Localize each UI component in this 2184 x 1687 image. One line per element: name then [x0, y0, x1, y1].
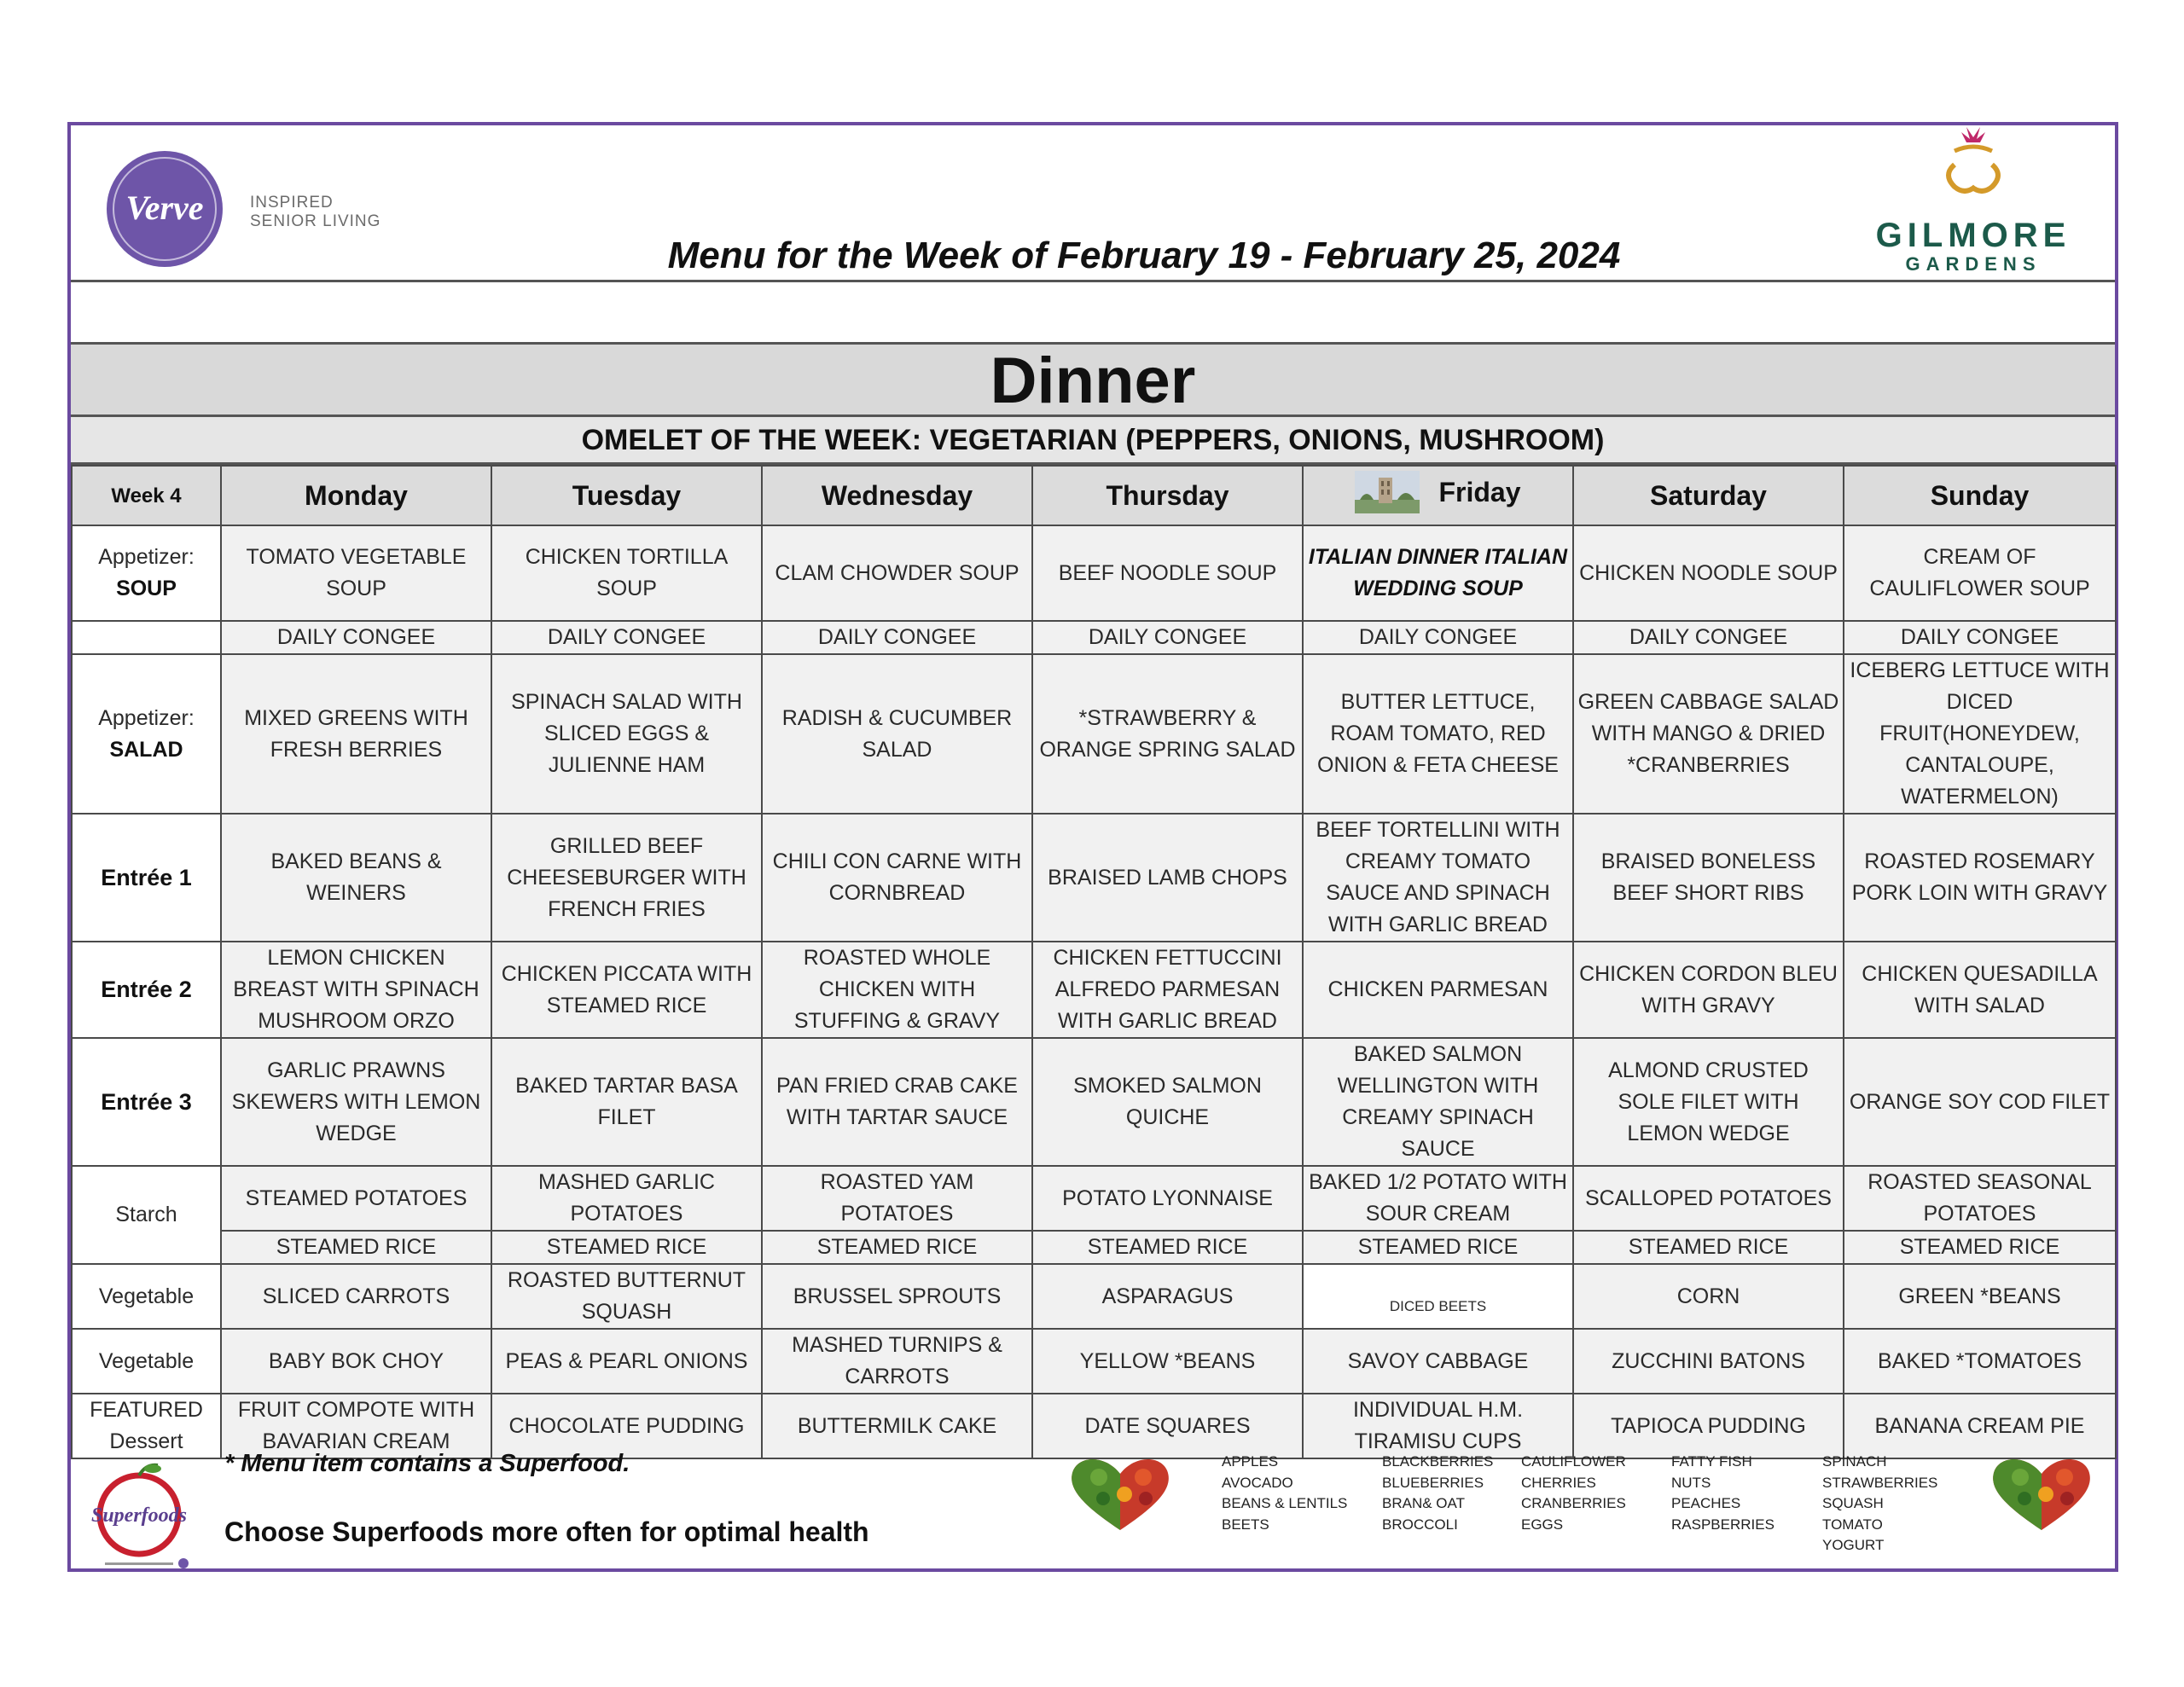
menu-cell: MIXED GREENS WITH FRESH BERRIES [221, 654, 491, 814]
menu-cell: DAILY CONGEE [1573, 621, 1844, 654]
produce-heart-icon [1986, 1452, 2097, 1533]
superfood-item: BRAN& OAT [1382, 1495, 1465, 1511]
produce-heart-icon [1065, 1452, 1176, 1533]
menu-cell: INDIVIDUAL H.M. TIRAMISU CUPS [1303, 1394, 1573, 1458]
vegetable2-row [72, 1329, 2116, 1394]
menu-cell [1303, 1264, 1573, 1329]
menu-cell: CORN [1573, 1264, 1844, 1329]
menu-cell: CHICKEN CORDON BLEU WITH GRAVY [1573, 942, 1844, 1038]
menu-cell: DAILY CONGEE [762, 621, 1032, 654]
menu-cell: BUTTERMILK CAKE [762, 1394, 1032, 1458]
verve-tagline-line1: INSPIRED [250, 194, 334, 212]
row-label-bottom: SALAD [109, 737, 183, 762]
row-label-entree3: Entrée 3 [72, 1038, 221, 1166]
menu-cell: CHICKEN FETTUCCINI ALFREDO PARMESAN WITH GARLIC BREAD [1032, 942, 1303, 1038]
dinner-title: Dinner [990, 345, 1196, 417]
verve-tagline [250, 194, 380, 231]
menu-cell: BEEF NOODLE SOUP [1032, 525, 1303, 621]
superfood-item: CHERRIES [1521, 1474, 1596, 1491]
menu-cell: BAKED *TOMATOES [1844, 1329, 2116, 1394]
day-header: Wednesday [762, 466, 1032, 525]
entree3-row [72, 1038, 2116, 1166]
menu-cell: DAILY CONGEE [1303, 621, 1573, 654]
menu-cell: BRAISED LAMB CHOPS [1032, 814, 1303, 942]
header [71, 125, 2115, 282]
superfood-item: PEACHES [1671, 1495, 1741, 1511]
menu-cell: CHICKEN PICCATA WITH STEAMED RICE [491, 942, 762, 1038]
menu-cell: *STRAWBERRY & ORANGE SPRING SALAD [1032, 654, 1303, 814]
row-label-top: Appetizer: [98, 705, 195, 730]
row-label-entree1: Entrée 1 [72, 814, 221, 942]
menu-cell: ASPARAGUS [1032, 1264, 1303, 1329]
entree1-row [72, 814, 2116, 942]
superfood-list [1222, 1452, 1347, 1535]
menu-cell: STEAMED RICE [221, 1231, 491, 1264]
superfood-item: SQUASH [1822, 1495, 1884, 1511]
row-label-salad [72, 654, 221, 814]
menu-cell: STEAMED RICE [762, 1231, 1032, 1264]
day-header: Monday [221, 466, 491, 525]
row-label-starch: Starch [72, 1166, 221, 1264]
superfood-item: TOMATO [1822, 1516, 1883, 1533]
menu-cell: TOMATO VEGETABLE SOUP [221, 525, 491, 621]
starch-row [72, 1166, 2116, 1231]
week-label: Week 4 [72, 466, 221, 525]
menu-cell: BAKED BEANS & WEINERS [221, 814, 491, 942]
superfood-item: EGGS [1521, 1516, 1564, 1533]
menu-cell: POTATO LYONNAISE [1032, 1166, 1303, 1231]
gilmore-name-main: GILMORE [1875, 217, 2071, 254]
superfood-item: AVOCADO [1222, 1474, 1293, 1491]
menu-cell: DAILY CONGEE [491, 621, 762, 654]
menu-cell: MASHED TURNIPS & CARROTS [762, 1329, 1032, 1394]
menu-cell: ORANGE SOY COD FILET [1844, 1038, 2116, 1166]
menu-cell: DAILY CONGEE [1844, 621, 2116, 654]
menu-cell: ROASTED SEASONAL POTATOES [1844, 1166, 2116, 1231]
menu-cell: PAN FRIED CRAB CAKE WITH TARTAR SAUCE [762, 1038, 1032, 1166]
superfood-item: BLUEBERRIES [1382, 1474, 1484, 1491]
menu-cell: MASHED GARLIC POTATOES [491, 1166, 762, 1231]
superfood-item: BEANS & LENTILS [1222, 1495, 1348, 1511]
row-label-soup [72, 525, 221, 621]
row-label-bottom: Dessert [109, 1429, 183, 1453]
row-label-top: FEATURED [90, 1398, 203, 1422]
superfoods-logo [79, 1458, 207, 1569]
superfood-tagline: Choose Superfoods more often for optimal health [224, 1516, 869, 1547]
menu-cell: DAILY CONGEE [221, 621, 491, 654]
menu-cell: BRUSSEL SPROUTS [762, 1264, 1032, 1329]
soup-row [72, 525, 2116, 621]
superfood-item: RASPBERRIES [1671, 1516, 1774, 1533]
menu-cell: BAKED SALMON WELLINGTON WITH CREAMY SPINACH SAUCE [1303, 1038, 1573, 1166]
superfood-item: YOGURT [1822, 1537, 1885, 1553]
menu-cell: CHICKEN PARMESAN [1303, 942, 1573, 1038]
footer [71, 1441, 2115, 1575]
menu-cell-small-text: DICED BEETS [1389, 1297, 1487, 1314]
row-label-entree2: Entrée 2 [72, 942, 221, 1038]
menu-cell: CHOCOLATE PUDDING [491, 1394, 762, 1458]
menu-cell: ROASTED ROSEMARY PORK LOIN WITH GRAVY [1844, 814, 2116, 942]
row-label-empty [72, 621, 221, 654]
menu-cell: BANANA CREAM PIE [1844, 1394, 2116, 1458]
superfood-item: BROCCOLI [1382, 1516, 1458, 1533]
menu-cell: FRUIT COMPOTE WITH BAVARIAN CREAM [221, 1394, 491, 1458]
superfood-note: * Menu item contains a Superfood. [224, 1450, 630, 1477]
menu-cell: SCALLOPED POTATOES [1573, 1166, 1844, 1231]
superfood-item: STRAWBERRIES [1822, 1474, 1938, 1491]
menu-cell: GARLIC PRAWNS SKEWERS WITH LEMON WEDGE [221, 1038, 491, 1166]
menu-cell: CHICKEN TORTILLA SOUP [491, 525, 762, 621]
menu-cell: SPINACH SALAD WITH SLICED EGGS & JULIENNE HAM [491, 654, 762, 814]
menu-cell: CLAM CHOWDER SOUP [762, 525, 1032, 621]
superfood-list [1822, 1452, 1937, 1557]
superfood-item: SPINACH [1822, 1453, 1887, 1470]
row-label-bottom: SOUP [116, 577, 177, 600]
menu-cell: BRAISED BONELESS BEEF SHORT RIBS [1573, 814, 1844, 942]
menu-cell: STEAMED RICE [1573, 1231, 1844, 1264]
menu-cell: BABY BOK CHOY [221, 1329, 491, 1394]
superfood-item: CAULIFLOWER [1521, 1453, 1626, 1470]
menu-frame [67, 122, 2118, 1572]
menu-cell: ZUCCHINI BATONS [1573, 1329, 1844, 1394]
superfood-item: FATTY FISH [1671, 1453, 1752, 1470]
vegetable1-row [72, 1264, 2116, 1329]
spacer-band [71, 282, 2115, 345]
entree2-row [72, 942, 2116, 1038]
menu-cell: YELLOW *BEANS [1032, 1329, 1303, 1394]
starch2-row [72, 1231, 2116, 1264]
gilmore-name [1862, 217, 2084, 275]
congee-row [72, 621, 2116, 654]
menu-cell: GREEN *BEANS [1844, 1264, 2116, 1329]
menu-cell: BEEF TORTELLINI WITH CREAMY TOMATO SAUCE AND SPINACH WITH GARLIC BREAD [1303, 814, 1573, 942]
menu-cell: RADISH & CUCUMBER SALAD [762, 654, 1032, 814]
day-header: Tuesday [491, 466, 762, 525]
salad-row [72, 654, 2116, 814]
menu-cell: ROASTED YAM POTATOES [762, 1166, 1032, 1231]
menu-cell: BUTTER LETTUCE, ROAM TOMATO, RED ONION & FETA CHEESE [1303, 654, 1573, 814]
superfood-item: BEETS [1222, 1516, 1269, 1533]
menu-cell: ROASTED WHOLE CHICKEN WITH STUFFING & GRAVY [762, 942, 1032, 1038]
menu-cell: SAVOY CABBAGE [1303, 1329, 1573, 1394]
svg-text:Superfoods: Superfoods [90, 1504, 188, 1527]
menu-cell: STEAMED POTATOES [221, 1166, 491, 1231]
menu-cell: TAPIOCA PUDDING [1573, 1394, 1844, 1458]
italy-landmark-icon [1355, 471, 1420, 513]
superfood-item: CRANBERRIES [1521, 1495, 1626, 1511]
day-header: Thursday [1032, 466, 1303, 525]
menu-cell: LEMON CHICKEN BREAST WITH SPINACH MUSHROOM ORZO [221, 942, 491, 1038]
menu-table [71, 465, 2117, 1459]
day-header-friday-label: Friday [1438, 476, 1521, 507]
day-header-friday [1303, 466, 1573, 525]
menu-cell: DAILY CONGEE [1032, 621, 1303, 654]
gilmore-name-sub: GARDENS [1905, 253, 2042, 275]
menu-cell: SMOKED SALMON QUICHE [1032, 1038, 1303, 1166]
menu-cell: SLICED CARROTS [221, 1264, 491, 1329]
menu-cell-featured: ITALIAN DINNER ITALIAN WEDDING SOUP [1303, 525, 1573, 621]
omelet-of-week: OMELET OF THE WEEK: VEGETARIAN (PEPPERS, ONIONS, MUSHROOM) [581, 424, 1605, 456]
menu-cell: ALMOND CRUSTED SOLE FILET WITH LEMON WEDGE [1573, 1038, 1844, 1166]
menu-cell: GRILLED BEEF CHEESEBURGER WITH FRENCH FRIES [491, 814, 762, 942]
menu-cell: PEAS & PEARL ONIONS [491, 1329, 762, 1394]
superfood-list [1521, 1452, 1626, 1535]
omelet-band [71, 417, 2115, 465]
menu-cell: STEAMED RICE [1032, 1231, 1303, 1264]
day-header: Saturday [1573, 466, 1844, 525]
menu-cell: BAKED 1/2 POTATO WITH SOUR CREAM [1303, 1166, 1573, 1231]
menu-cell: STEAMED RICE [1303, 1231, 1573, 1264]
svg-text:Verve: Verve [125, 188, 204, 227]
page-title [71, 235, 2115, 277]
menu-cell: STEAMED RICE [491, 1231, 762, 1264]
menu-cell: GREEN CABBAGE SALAD WITH MANGO & DRIED *CRANBERRIES [1573, 654, 1844, 814]
menu-cell: CHILI CON CARNE WITH CORNBREAD [762, 814, 1032, 942]
verve-tagline-line2: SENIOR LIVING [250, 212, 381, 230]
day-header-row [72, 466, 2116, 525]
dinner-band [71, 345, 2115, 417]
menu-cell: DATE SQUARES [1032, 1394, 1303, 1458]
day-header: Sunday [1844, 466, 2116, 525]
week-title-text: Menu for the Week of February 19 - February 25, 2024 [667, 235, 1621, 276]
menu-cell: ROASTED BUTTERNUT SQUASH [491, 1264, 762, 1329]
menu-cell: CHICKEN QUESADILLA WITH SALAD [1844, 942, 2116, 1038]
menu-cell: ICEBERG LETTUCE WITH DICED FRUIT(HONEYDEW, CANTALOUPE, WATERMELON) [1844, 654, 2116, 814]
row-label-vegetable: Vegetable [72, 1329, 221, 1394]
menu-cell: CHICKEN NOODLE SOUP [1573, 525, 1844, 621]
row-label-top: Appetizer: [98, 545, 195, 569]
menu-cell: BAKED TARTAR BASA FILET [491, 1038, 762, 1166]
superfood-list [1671, 1452, 1774, 1535]
superfood-list [1382, 1452, 1493, 1535]
menu-cell: STEAMED RICE [1844, 1231, 2116, 1264]
superfood-item: BLACKBERRIES [1382, 1453, 1494, 1470]
menu-cell: CREAM OF CAULIFLOWER SOUP [1844, 525, 2116, 621]
superfood-item: NUTS [1671, 1474, 1711, 1491]
row-label-vegetable: Vegetable [72, 1264, 221, 1329]
superfood-item: APPLES [1222, 1453, 1279, 1470]
